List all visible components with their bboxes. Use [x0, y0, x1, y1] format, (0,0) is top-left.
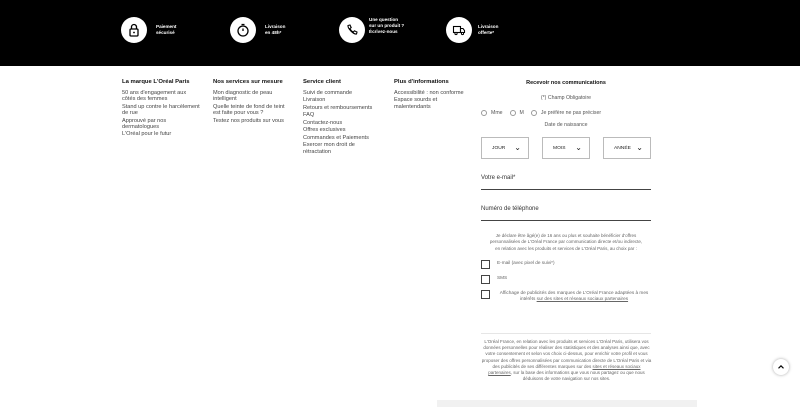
chevron-up-icon — [777, 363, 785, 371]
checkbox-label: SMS — [497, 274, 508, 280]
checkbox-ads[interactable] — [481, 290, 651, 302]
feature-contact[interactable] — [339, 17, 404, 43]
feature-line: Une question — [369, 17, 399, 22]
footer-link[interactable]: Exercer mon droit de rétractation — [303, 142, 355, 155]
footer-link[interactable]: Approuvé par nos dermatologues — [122, 117, 167, 130]
footer-link[interactable]: Commandes et Paiements — [303, 134, 369, 141]
footer-link[interactable]: 50 ans d'engagement aux côtés des femmes — [122, 90, 187, 103]
consent-text: Je déclare être âgé(e) de 16 ans ou plus et souhaite bénéficier d'offres personnalisées de L'Oréal France par communication directe et/ou indirecte, en relation avec les produits et services de L'Oréal Paris, au choix par : — [489, 233, 643, 251]
checkbox-icon — [481, 275, 490, 284]
required-note: (*) Champ Obligatoire — [540, 95, 592, 101]
footer-link[interactable]: Livraison — [303, 97, 326, 104]
month-select[interactable] — [542, 137, 590, 159]
birth-date-selects — [481, 137, 651, 159]
footer-link[interactable]: Retours et remboursements — [303, 104, 373, 111]
chevron-down-icon: ⌄ — [514, 143, 521, 152]
checkbox-email[interactable] — [481, 260, 651, 269]
partners-sites-link[interactable]: sites et réseaux sociaux partenaires — [488, 363, 641, 376]
phone-icon — [339, 17, 365, 43]
radio-circle-icon — [531, 110, 537, 116]
checkbox-sms[interactable] — [481, 275, 651, 284]
radio-label: M — [519, 110, 524, 116]
birth-date-label: Date de naissance — [544, 122, 588, 128]
newsletter-title: Recevoir nos communications — [526, 80, 606, 86]
feature-delivery-48h — [230, 17, 285, 43]
truck-icon — [446, 17, 472, 43]
feature-line: Livraison — [265, 24, 286, 29]
footer-link[interactable]: Espace sourds et malentendants — [394, 97, 438, 110]
radio-m[interactable] — [510, 110, 524, 116]
divider — [481, 333, 651, 334]
footer-column-customer-service — [303, 79, 373, 156]
footer-column-brand — [122, 79, 200, 139]
radio-no-preference[interactable] — [531, 110, 601, 116]
radio-circle-icon — [481, 110, 487, 116]
footer-link[interactable]: Quelle teinte de fond de teint est faite pour vous ? — [213, 103, 285, 117]
feature-line: Paiement — [156, 24, 177, 29]
feature-line: offerte* — [478, 30, 495, 35]
checkbox-icon — [481, 260, 490, 269]
footer-link[interactable]: Offres exclusives — [303, 127, 346, 134]
lock-icon — [121, 17, 147, 43]
day-select[interactable] — [481, 137, 529, 159]
feature-free-delivery — [446, 17, 498, 43]
footer-column-title: La marque L'Oréal Paris — [122, 79, 190, 85]
footer-link[interactable]: Testez nos produits sur vous — [213, 117, 284, 124]
feature-secure-payment — [121, 17, 176, 43]
footer-link[interactable]: Contactez-nous — [303, 119, 343, 126]
radio-circle-icon — [510, 110, 516, 116]
footer-column-title: Plus d'informations — [394, 79, 449, 85]
feature-line: en 48h* — [265, 30, 282, 35]
feature-line: Livraison — [478, 24, 499, 29]
radio-label: Je préfère ne pas préciser — [540, 110, 602, 116]
footer-column-services — [213, 79, 291, 125]
footer-link[interactable]: Accessibilité : non conforme — [394, 90, 464, 96]
footer-link[interactable]: L'Oréal pour le futur — [122, 131, 172, 138]
checkbox-icon — [481, 290, 490, 299]
scroll-to-top-button[interactable] — [773, 359, 789, 375]
radio-label: Mme — [491, 110, 503, 116]
select-value: ANNÉE — [614, 145, 631, 151]
footer-column-title: Nos services sur mesure — [213, 79, 283, 85]
footer-link[interactable]: FAQ — [303, 112, 315, 119]
feature-line: sécurisé — [156, 30, 175, 35]
email-field[interactable]: Votre e-mail* — [481, 173, 651, 190]
footer-link[interactable]: Suivi de commande — [303, 90, 353, 96]
footer-column-title: Service client — [303, 79, 341, 85]
newsletter-form — [481, 80, 651, 302]
chevron-down-icon: ⌄ — [636, 143, 643, 152]
feature-line: Écrivez-nous — [369, 29, 398, 34]
partners-link[interactable]: sur des sites et réseaux sociaux partenaires — [536, 296, 629, 302]
feature-line: sur un produit ? — [369, 23, 405, 28]
footer-link[interactable]: Stand up contre le harcèlement de rue — [122, 103, 200, 117]
footer-link[interactable]: Mon diagnostic de peau intelligent — [213, 90, 273, 103]
reassurance-band — [0, 0, 800, 66]
bottom-bar — [437, 400, 697, 407]
checkbox-label: E-mail (avec pixel de suivi*) — [497, 259, 555, 265]
privacy-text-part: L'Oréal France, en relation avec les produits et services L'Oréal Paris, utilisera vos données personnelles pour réaliser des statistiques et des analyses ainsi que, avec votre consentement et selon vos choix ci-dessus, pour enrichir votre profil et vous proposer des offres personnalisées par communication directe de L'Oréal Paris et via des publicités de ses différentes marques sur des — [481, 339, 652, 369]
footer-column-more-info — [394, 79, 464, 111]
phone-field[interactable]: Numéro de téléphone — [481, 204, 651, 221]
radio-mme[interactable] — [481, 110, 503, 116]
checkbox-label: Affichage de publicités des marques de L'Oréal France adaptées à mes intérêts — [499, 289, 649, 302]
stopwatch-icon — [230, 17, 256, 43]
privacy-text-part: , sur la base des informations que vous nous partagez ou que nous déduisons de votre navigation sur nos sites. — [510, 370, 645, 382]
year-select[interactable] — [603, 137, 651, 159]
privacy-text — [481, 339, 652, 382]
select-value: JOUR — [492, 145, 506, 151]
chevron-down-icon: ⌄ — [575, 143, 582, 152]
civility-radios — [481, 110, 651, 116]
select-value: MOIS — [553, 145, 566, 151]
